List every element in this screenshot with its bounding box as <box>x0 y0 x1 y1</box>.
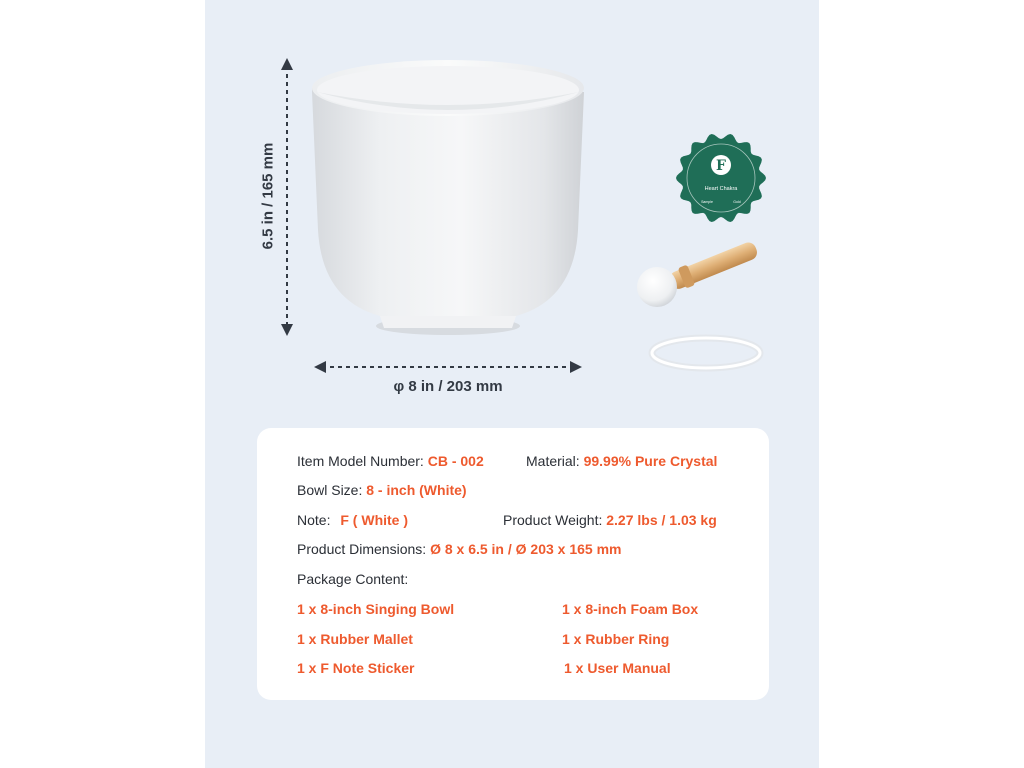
note-line <box>297 512 408 528</box>
weight-label: Product Weight: <box>503 512 603 528</box>
height-label: 6.5 in / 165 mm <box>259 142 277 250</box>
package-item: 1 x User Manual <box>564 660 671 676</box>
bowl-size-label: Bowl Size: <box>297 482 363 498</box>
package-item: 1 x Rubber Ring <box>562 631 670 647</box>
dimensions-label: Product Dimensions: <box>297 541 427 557</box>
package-item: 1 x Rubber Mallet <box>297 631 413 647</box>
dimensions-value: Ø 8 x 6.5 in / Ø 203 x 165 mm <box>430 541 622 557</box>
note-value: F ( White ) <box>340 512 409 528</box>
weight-value: 2.27 lbs / 1.03 kg <box>606 512 717 528</box>
note-sticker-seal <box>676 134 766 222</box>
diameter-label: φ 8 in / 203 mm <box>393 378 503 395</box>
model-value: CB - 002 <box>427 453 484 469</box>
singing-bowl <box>312 60 584 335</box>
diameter-arrow <box>314 361 582 373</box>
package-item: 1 x 8-inch Foam Box <box>562 601 699 617</box>
rubber-mallet <box>637 238 760 307</box>
seal-small-left: Sample <box>701 200 713 204</box>
seal-name: Heart Chakra <box>704 186 738 192</box>
package-item: 1 x 8-inch Singing Bowl <box>297 601 455 617</box>
seal-letter: F <box>716 158 726 174</box>
model-label: Item Model Number: <box>297 453 424 469</box>
bowl-size-line <box>297 482 467 498</box>
material-value: 99.99% Pure Crystal <box>583 453 718 469</box>
rubber-ring <box>652 338 760 368</box>
package-label: Package Content: <box>297 571 409 587</box>
package-item: 1 x F Note Sticker <box>297 660 415 676</box>
dimensions-line <box>297 541 622 557</box>
model-line <box>297 453 484 469</box>
height-arrow <box>281 58 293 336</box>
seal-small-right: Gold <box>733 200 741 204</box>
material-line <box>526 453 717 469</box>
bowl-size-value: 8 - inch (White) <box>366 482 467 498</box>
weight-line <box>503 512 717 528</box>
note-label: Note: <box>297 512 331 528</box>
material-label: Material: <box>526 453 580 469</box>
